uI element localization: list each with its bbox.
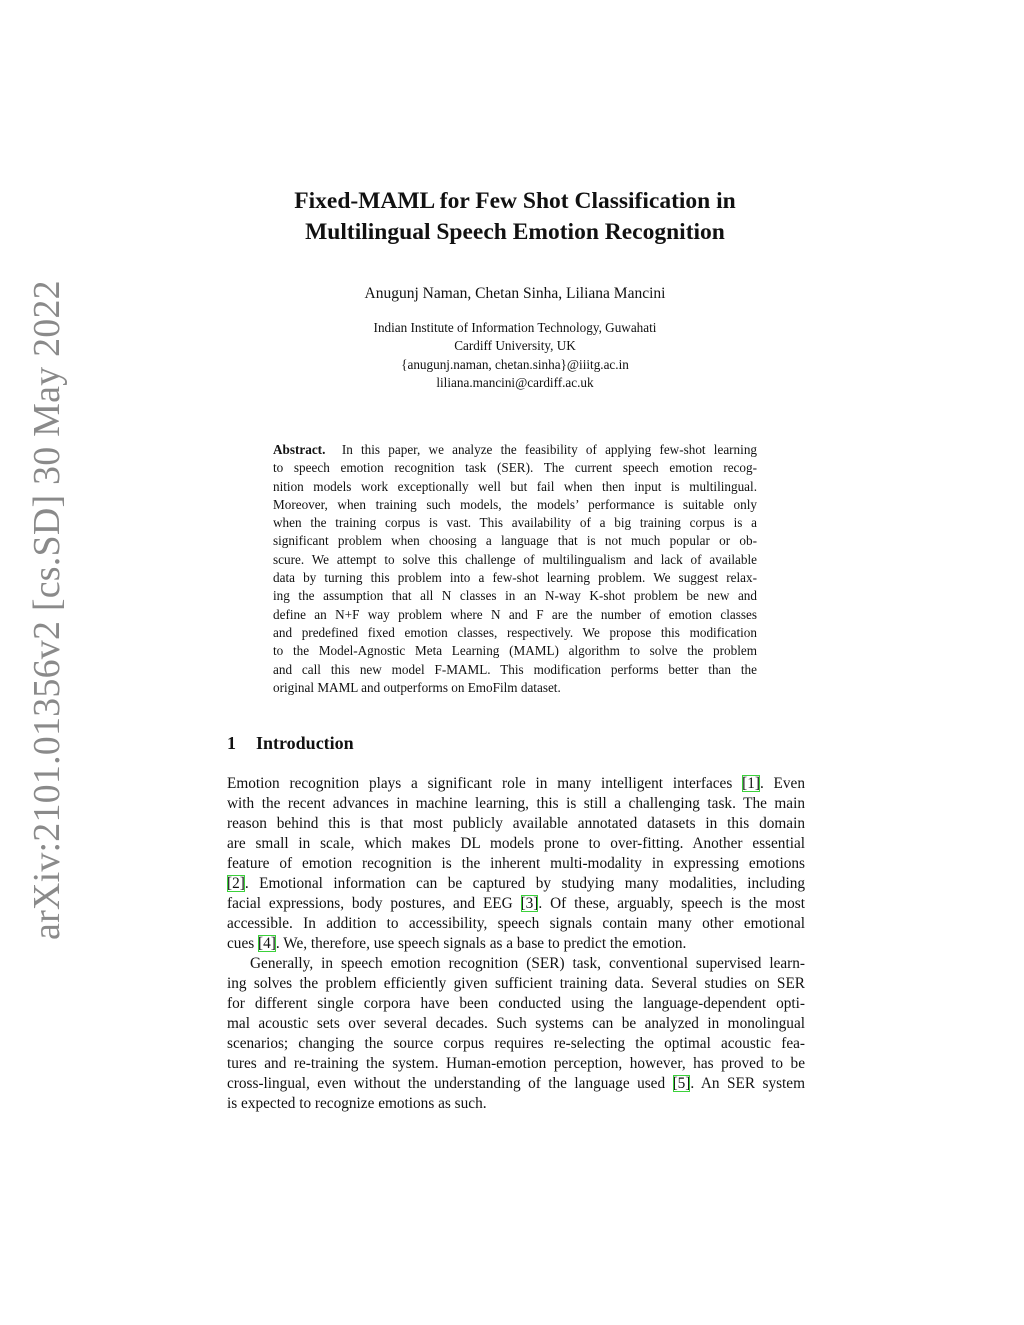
body-line: cross-lingual, even without the understanding of the language used [5]. An SER system [227,1075,805,1092]
body-line: for different single corpora have been conducted using the language-dependent opti- [227,995,805,1012]
body-line: reason behind this is that most publicly available annotated datasets in this domain [227,815,805,832]
citation-link[interactable]: [3] [520,895,539,912]
abstract-line: and call this new model F-MAML. This modification performs better than the [273,661,757,677]
abstract-line: original MAML and outperforms on EmoFilm dataset. [273,679,561,695]
body-line: [2]. Emotional information can be captured by studying many modalities, including [227,875,805,892]
introduction-body [227,774,805,1114]
body-line: scenarios; changing the source corpus requires re-selecting the optimal acoustic fea- [227,1035,805,1052]
citation-link[interactable]: [5] [672,1075,691,1092]
title-line-2: Multilingual Speech Emotion Recognition [305,219,725,245]
section-number: 1 [227,733,236,753]
body-line: with the recent advances in machine learning, this is still a challenging task. The main [227,795,805,812]
abstract-line: nition models work exceptionally well but fail when then input is multilingual. [273,478,757,494]
body-line: tures and re-training the system. Human-emotion perception, however, has proved to be [227,1055,805,1072]
title-line-1: Fixed-MAML for Few Shot Classification in [294,188,736,214]
body-line: feature of emotion recognition is the inherent multi-modality in expressing emotions [227,855,805,872]
body-line: mal acoustic sets over several decades. Such systems can be analyzed in monolingual [227,1015,805,1032]
abstract-line: scure. We attempt to solve this challenge of multilingualism and lack of available [273,551,757,567]
citation-link[interactable]: [2] [227,875,245,892]
arxiv-identifier-stamp: arXiv:2101.01356v2 [cs.SD] 30 May 2022 [26,280,68,940]
abstract-line: define an N+F way problem where N and F are the number of emotion classes [273,606,757,622]
email-line-1: {anugunj.naman, chetan.sinha}@iiitg.ac.in [401,356,629,372]
abstract-line: significant problem when choosing a language that is not much popular or ob- [273,533,757,549]
paper-title [200,186,830,248]
abstract-line: Moreover, when training such models, the models’ performance is suitable only [273,496,757,512]
section-title: Introduction [256,733,354,753]
affiliation-line-1: Indian Institute of Information Technology, Guwahati [373,320,657,335]
body-line: are small in scale, which makes DL models prone to over-fitting. Another essential [227,835,805,852]
email-line-2: liliana.mancini@cardiff.ac.uk [436,375,594,391]
abstract-line: Abstract. In this paper, we analyze the feasibility of applying few-shot learning [273,442,758,457]
citation-link[interactable]: [1] [742,775,760,792]
abstract-line: data by turning this problem into a few-shot learning problem. We suggest relax- [273,570,757,586]
abstract-keyword: Abstract. [273,442,326,457]
citation-link[interactable]: [4] [258,935,276,952]
author-list: Anugunj Naman, Chetan Sinha, Liliana Mancini [364,285,666,302]
abstract-line: to the Model-Agnostic Meta Learning (MAML) algorithm to solve the problem [273,643,757,659]
section-heading [227,731,354,755]
body-line: Generally, in speech emotion recognition (SER) task, conventional supervised learn- [250,955,805,972]
affiliations [200,319,830,393]
abstract [273,441,757,697]
body-line: is expected to recognize emotions as such. [227,1095,487,1112]
abstract-line: to speech emotion recognition task (SER). The current speech emotion recog- [273,460,757,476]
body-line: Emotion recognition plays a significant role in many intelligent interfaces [1]. Even [227,775,805,792]
affiliation-line-2: Cardiff University, UK [454,338,576,354]
body-line: ing solves the problem efficiently given sufficient training data. Several studies on SER [227,975,805,992]
body-line: accessible. In addition to accessibility, speech signals contain many other emotional [227,915,805,932]
body-line: facial expressions, body postures, and EEG [3]. Of these, arguably, speech is the most [227,895,805,912]
body-line: cues [4]. We, therefore, use speech signals as a base to predict the emotion. [227,935,687,952]
abstract-line: ing the assumption that all N classes in an N-way K-shot problem be new and [273,588,757,604]
abstract-line: and predefined fixed emotion classes, respectively. We propose this modification [273,624,757,640]
abstract-line: when the training corpus is vast. This availability of a big training corpus is a [273,515,757,531]
